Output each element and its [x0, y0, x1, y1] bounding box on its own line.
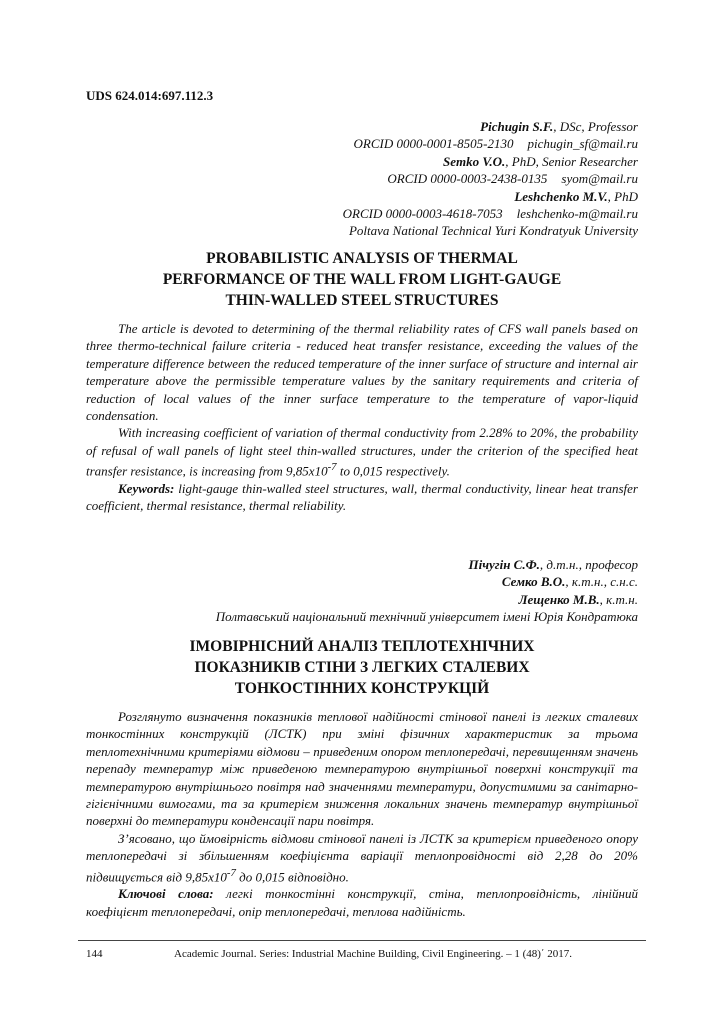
abstract-en-paragraph-1: The article is devoted to determining of the thermal reliability rates of CFS wall panels based on three thermo-technical failure criteria - reduced heat transfer resistance, exceeding the values of the temperature difference between the reduced temperature of the inner surface of structure and internal air temperature above the permissible temperature values by the sanitary requirements and criteria of reduction of local values of the inner surface temperature to the temperature of vapor-liquid condensation.: [86, 321, 638, 424]
title-ua-line-1: ІМОВІРНІСНИЙ АНАЛІЗ ТЕПЛОТЕХНІЧНИХ: [189, 638, 535, 655]
author-1-name: Pichugin S.F.: [480, 119, 554, 134]
author-ua-3-name: Лещенко М.В.: [518, 591, 600, 607]
author-ua-2-title: , к.т.н., с.н.с.: [565, 574, 638, 590]
abstract-en-paragraph-2: [86, 424, 638, 480]
title-en-line-3: THIN-WALLED STEEL STRUCTURES: [225, 292, 499, 309]
abstract-en: [86, 320, 638, 515]
keywords-ua-text: легкі тонкостінні конструкції, стіна, теплопровідність, лінійний коефіцієнт теплопередачі, опір теплопередачі, теплова надійність.: [86, 886, 638, 919]
author-1-title: , DSc, Professor: [553, 119, 638, 134]
keywords-ua: [86, 885, 638, 920]
title-ua-line-2: ПОКАЗНИКІВ СТІНИ З ЛЕГКИХ СТАЛЕВИХ: [194, 659, 530, 676]
author-1: [343, 118, 638, 135]
paper-title-ua: [86, 636, 638, 699]
author-ua-1-title: , д.т.н., професор: [539, 557, 638, 572]
author-ua-2: [216, 573, 638, 590]
author-ua-3: [216, 591, 638, 608]
authors-block-ua: [216, 556, 638, 626]
author-1-contact: [343, 135, 638, 152]
journal-footer: Academic Journal. Series: Industrial Machine Building, Civil Engineering. – 1 (48)΄ 2017.: [174, 948, 573, 960]
page-number: 144: [86, 948, 103, 960]
author-1-orcid: ORCID 0000-0001-8505-2130: [353, 136, 514, 152]
keywords-en-label: Keywords:: [118, 480, 175, 496]
paper-title-en: [86, 248, 638, 311]
keywords-en: [86, 480, 638, 515]
author-2-title: , PhD, Senior Researcher: [505, 153, 638, 169]
author-2-name: Semko V.O.: [443, 153, 506, 169]
affiliation-ua: Полтавський національний технічний університет імені Юрія Кондратюка: [215, 609, 638, 625]
author-3-title: , PhD: [607, 188, 638, 204]
author-ua-1-name: Пічугін С.Ф.: [468, 557, 540, 572]
author-1-email: pichugin_sf@mail.ru: [527, 136, 638, 152]
abstract-ua-p2-text: З’ясовано, що ймовірність відмови стінової панелі із ЛСТК за критерієм приведеного опору теплопередачі зі збільшенням коефіцієнта варіації теплопровідності від 2,28 до 20% підвищується від 9,85x10: [86, 830, 638, 884]
abstract-en-p2-text: With increasing coefficient of variation of thermal conductivity from 2.28% to 20%, the probability of refusal of wall panels of light steel thin-walled structures, under the criterion of the specified heat transfer resistance, is increasing from 9,85x10: [86, 425, 638, 479]
author-2-email: syom@mail.ru: [561, 171, 638, 187]
abstract-ua: [86, 708, 638, 920]
title-en-line-2: PERFORMANCE OF THE WALL FROM LIGHT-GAUGE: [162, 271, 562, 288]
author-ua-3-title: , к.т.н.: [599, 591, 638, 607]
keywords-ua-label: Ключові слова:: [118, 886, 214, 902]
abstract-ua-p2-tail: до 0,015 відповідно.: [235, 868, 349, 884]
authors-block-en: [343, 118, 638, 240]
title-en-line-1: PROBABILISTIC ANALYSIS OF THERMAL: [206, 250, 518, 267]
affiliation-en: Poltava National Technical Yuri Kondratyuk University: [348, 223, 638, 239]
abstract-ua-paragraph-2: [86, 830, 638, 886]
author-3-email: leshchenko-m@mail.ru: [516, 206, 638, 222]
abstract-ua-paragraph-1: Розглянуто визначення показників теплової надійності стінової панелі із легких сталевих тонкостінних конструкцій (ЛСТК) при зміні фізичних характеристик за трьома теплотехнічними критеріями відмови – приведеним опором теплопередачі, перевищенням значень перепаду температур між приведеною температурою внутрішньої поверхні конструкції та температурою внутрішнього повітря над значеннями температури, допустимими за санітарно-гігієнічними вимогами, та за критерієм зниження локальних значень температур внутрішньої поверхні до температури конденсації пари повітря.: [86, 709, 638, 829]
author-3-contact: [343, 205, 638, 222]
abstract-ua-p2-exponent: -7: [226, 866, 236, 879]
author-3: [343, 188, 638, 205]
abstract-en-p2-exponent: -7: [327, 461, 337, 474]
author-2-contact: [343, 170, 638, 187]
keywords-en-text: light-gauge thin-walled steel structures, wall, thermal conductivity, linear heat transfer coefficient, thermal resistance, thermal reliability.: [86, 480, 638, 514]
footer-divider: [78, 940, 646, 941]
abstract-en-p2-tail: to 0,015 respectively.: [336, 463, 450, 479]
author-ua-2-name: Семко В.О.: [501, 574, 566, 590]
udc-code: UDS 624.014:697.112.3: [86, 88, 214, 103]
author-2-orcid: ORCID 0000-0003-2438-0135: [387, 171, 548, 187]
author-3-name: Leshchenko M.V.: [514, 188, 608, 204]
title-ua-line-3: ТОНКОСТІННИХ КОНСТРУКЦІЙ: [234, 680, 490, 697]
author-2: [343, 153, 638, 170]
author-ua-1: [216, 556, 638, 573]
author-3-orcid: ORCID 0000-0003-4618-7053: [342, 206, 503, 222]
